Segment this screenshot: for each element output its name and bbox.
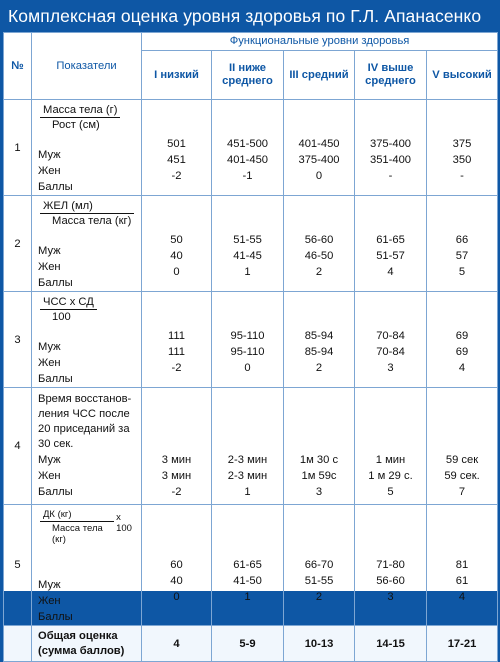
spacer-line bbox=[284, 296, 354, 312]
sex-label: Жен bbox=[38, 165, 61, 177]
cell-value: 401-450 bbox=[226, 154, 269, 166]
spacer-line bbox=[284, 422, 354, 437]
spacer-line bbox=[284, 216, 354, 232]
spacer-line bbox=[427, 312, 497, 328]
header-level-line: среднего bbox=[365, 75, 416, 87]
value-cell-level-2 bbox=[212, 196, 284, 292]
cell-value: 3 мин bbox=[161, 470, 192, 482]
indicator-fraction bbox=[40, 296, 97, 323]
value-cell-level-1 bbox=[142, 196, 212, 292]
cell-value: 70-84 bbox=[376, 330, 405, 342]
cell-value: 0 bbox=[315, 170, 323, 182]
cell-value: 2 bbox=[315, 266, 323, 278]
spacer-line bbox=[284, 104, 354, 120]
spacer-line bbox=[427, 296, 497, 312]
cell-value: 1 мин bbox=[375, 454, 406, 466]
spacer-line bbox=[284, 200, 354, 216]
indicator-text-line: Время восстанов- bbox=[38, 393, 132, 405]
spacer-line bbox=[427, 120, 497, 136]
value-cell-level-4 bbox=[355, 196, 427, 292]
cell-value: 0 bbox=[244, 362, 251, 374]
spacer-line bbox=[355, 104, 426, 120]
spacer-line bbox=[142, 437, 211, 452]
header-level-line: III средний bbox=[289, 68, 349, 81]
spacer-line bbox=[427, 437, 497, 452]
spacer-line bbox=[427, 216, 497, 232]
spacer-line bbox=[284, 541, 354, 557]
value-cell-level-2 bbox=[212, 505, 284, 626]
cell-value: 451-500 bbox=[226, 138, 269, 150]
fraction-denominator: Масса тела (кг) bbox=[52, 215, 132, 227]
cell-value: 40 bbox=[170, 575, 183, 587]
table-row bbox=[4, 100, 498, 196]
sex-label: Муж bbox=[38, 149, 61, 161]
indicator-cell bbox=[32, 196, 142, 292]
indicator-formula bbox=[38, 200, 137, 227]
header-level-3 bbox=[284, 51, 355, 100]
value-cell-level-3 bbox=[284, 292, 355, 388]
sex-label: Баллы bbox=[38, 373, 73, 385]
spacer-line bbox=[355, 407, 426, 422]
value-cell-level-5 bbox=[427, 196, 498, 292]
sex-label: Баллы bbox=[38, 181, 73, 193]
cell-value: 66 bbox=[455, 234, 469, 246]
spacer-line bbox=[142, 392, 211, 407]
indicator-formula bbox=[38, 509, 137, 545]
sex-label: Жен bbox=[38, 261, 61, 273]
cell-value: 4 bbox=[458, 591, 466, 603]
cell-value: 85-94 bbox=[304, 330, 334, 342]
cell-value: 69 bbox=[455, 346, 469, 358]
cell-value: 61-65 bbox=[376, 234, 405, 246]
sex-label: Муж bbox=[38, 454, 61, 466]
spacer-line bbox=[355, 437, 426, 452]
cell-value: - bbox=[388, 170, 393, 182]
header-level-line: IV выше bbox=[367, 62, 414, 75]
indicator-cell bbox=[32, 100, 142, 196]
value-cell-level-3 bbox=[284, 505, 355, 626]
fraction-numerator: ДК (кг) bbox=[40, 509, 114, 522]
spacer-line bbox=[355, 120, 426, 136]
value-cell-level-5 bbox=[427, 100, 498, 196]
cell-value: 3 bbox=[387, 591, 394, 603]
total-value-level-5: 17-21 bbox=[427, 626, 498, 662]
header-level-line: V высокий bbox=[432, 68, 492, 81]
spacer-line bbox=[212, 312, 283, 328]
header-levels-group: Функциональные уровни здоровья bbox=[142, 33, 498, 51]
spacer-line bbox=[355, 509, 426, 525]
total-number-cell bbox=[4, 626, 32, 662]
cell-value: 3 bbox=[315, 486, 323, 498]
cell-value: 51-57 bbox=[376, 250, 405, 262]
table-row bbox=[4, 196, 498, 292]
indicator-cell bbox=[32, 388, 142, 505]
sex-label: Муж bbox=[38, 245, 61, 257]
cell-value: 57 bbox=[455, 250, 469, 262]
value-cell-level-4 bbox=[355, 505, 427, 626]
spacer-line bbox=[427, 422, 497, 437]
cell-value: 51-55 bbox=[304, 575, 334, 587]
indicator-formula bbox=[38, 296, 137, 323]
spacer-line bbox=[142, 312, 211, 328]
cell-value: -1 bbox=[242, 170, 253, 182]
spacer-line bbox=[355, 525, 426, 541]
fraction-denominator: 100 bbox=[52, 311, 71, 323]
total-value-level-1: 4 bbox=[142, 626, 212, 662]
spacer-line bbox=[142, 104, 211, 120]
spacer-line bbox=[212, 104, 283, 120]
header-level-2 bbox=[212, 51, 284, 100]
page-title: Комплексная оценка уровня здоровья по Г.Л. Апанасенко bbox=[8, 6, 482, 26]
cell-value: 1 м 29 с. bbox=[368, 470, 413, 482]
cell-value: 51-55 bbox=[233, 234, 262, 246]
cell-value: 4 bbox=[458, 362, 466, 374]
cell-value: -2 bbox=[171, 170, 182, 182]
spacer-line bbox=[212, 120, 283, 136]
indicator-fraction bbox=[40, 200, 134, 227]
cell-value: - bbox=[460, 170, 464, 182]
cell-value: 111 bbox=[167, 346, 185, 358]
sex-label: Баллы bbox=[38, 277, 73, 289]
value-cell-level-4 bbox=[355, 292, 427, 388]
table-row bbox=[4, 388, 498, 505]
value-cell-level-3 bbox=[284, 196, 355, 292]
spacer-line bbox=[427, 200, 497, 216]
header-level-line: I низкий bbox=[154, 68, 199, 81]
cell-value: 1 bbox=[244, 266, 251, 278]
spacer-line bbox=[427, 407, 497, 422]
indicator-formula bbox=[38, 104, 137, 131]
header-level-line: II ниже bbox=[229, 62, 266, 75]
spacer-line bbox=[284, 120, 354, 136]
row-number: 3 bbox=[4, 292, 32, 388]
spacer-line bbox=[38, 323, 137, 339]
spacer-line bbox=[212, 296, 283, 312]
cell-value: 1 bbox=[244, 486, 251, 498]
sex-label: Баллы bbox=[38, 611, 73, 623]
fraction-denominator: Масса тела (кг) bbox=[52, 523, 103, 545]
cell-value: 56-60 bbox=[304, 234, 334, 246]
total-value-level-3: 10-13 bbox=[284, 626, 355, 662]
value-cell-level-5 bbox=[427, 292, 498, 388]
table-row bbox=[4, 505, 498, 626]
value-cell-level-2 bbox=[212, 100, 284, 196]
fraction-numerator: ЖЕЛ (мл) bbox=[40, 200, 134, 214]
spacer-line bbox=[142, 541, 211, 557]
value-cell-level-2 bbox=[212, 388, 284, 505]
indicator-cell bbox=[32, 292, 142, 388]
header-number: № bbox=[4, 33, 32, 100]
indicator-fraction bbox=[40, 509, 114, 545]
cell-value: 0 bbox=[173, 266, 180, 278]
spacer-line bbox=[284, 525, 354, 541]
spacer-line bbox=[142, 422, 211, 437]
spacer-line bbox=[142, 407, 211, 422]
health-assessment-table bbox=[3, 32, 498, 662]
cell-value: 46-50 bbox=[304, 250, 334, 262]
header-level-line: среднего bbox=[222, 75, 273, 87]
total-value-level-2: 5-9 bbox=[212, 626, 284, 662]
spacer-line bbox=[38, 227, 137, 243]
indicator-text-line: 30 сек. bbox=[38, 438, 74, 450]
spacer-line bbox=[284, 509, 354, 525]
spacer-line bbox=[38, 545, 137, 561]
spacer-line bbox=[142, 525, 211, 541]
spacer-line bbox=[284, 437, 354, 452]
fraction-denominator: Рост (см) bbox=[52, 119, 100, 131]
table-body bbox=[4, 100, 498, 662]
value-cell-level-5 bbox=[427, 388, 498, 505]
cell-value: 59 сек bbox=[445, 454, 479, 466]
cell-value: 1 bbox=[244, 591, 251, 603]
value-cell-level-3 bbox=[284, 100, 355, 196]
cell-value: 5 bbox=[387, 486, 394, 498]
spacer-line bbox=[142, 509, 211, 525]
header-level-5 bbox=[427, 51, 498, 100]
health-table-container bbox=[3, 32, 497, 657]
cell-value: 7 bbox=[458, 486, 466, 498]
spacer-line bbox=[212, 541, 283, 557]
value-cell-level-3 bbox=[284, 388, 355, 505]
cell-value: 2-3 мин bbox=[227, 454, 268, 466]
spacer-line bbox=[212, 437, 283, 452]
spacer-line bbox=[212, 216, 283, 232]
spacer-line bbox=[355, 200, 426, 216]
spacer-line bbox=[427, 525, 497, 541]
cell-value: 85-94 bbox=[304, 346, 334, 358]
cell-value: 59 сек. bbox=[444, 470, 480, 482]
cell-value: 95-110 bbox=[230, 330, 265, 342]
cell-value: 71-80 bbox=[376, 559, 405, 571]
total-value-level-4: 14-15 bbox=[355, 626, 427, 662]
spacer-line bbox=[212, 392, 283, 407]
row-number: 4 bbox=[4, 388, 32, 505]
cell-value: 40 bbox=[170, 250, 183, 262]
spacer-line bbox=[355, 392, 426, 407]
cell-value: 56-60 bbox=[376, 575, 405, 587]
fraction-numerator: Масса тела (г) bbox=[40, 104, 120, 118]
spacer-line bbox=[38, 561, 137, 577]
sex-label: Жен bbox=[38, 470, 61, 482]
spacer-line bbox=[284, 407, 354, 422]
cell-value: 41-45 bbox=[233, 250, 262, 262]
cell-value: 375 bbox=[452, 138, 472, 150]
spacer-line bbox=[212, 525, 283, 541]
spacer-line bbox=[427, 509, 497, 525]
cell-value: 2 bbox=[315, 362, 323, 374]
spacer-line bbox=[142, 216, 211, 232]
indicator-fraction bbox=[40, 104, 120, 131]
value-cell-level-2 bbox=[212, 292, 284, 388]
row-number: 2 bbox=[4, 196, 32, 292]
cell-value: -2 bbox=[171, 362, 182, 374]
header-level-1 bbox=[142, 51, 212, 100]
value-cell-level-1 bbox=[142, 100, 212, 196]
sex-label: Муж bbox=[38, 579, 61, 591]
spacer-line bbox=[355, 422, 426, 437]
cell-value: 66-70 bbox=[304, 559, 334, 571]
cell-value: 0 bbox=[173, 591, 180, 603]
total-label-cell bbox=[32, 626, 142, 662]
value-cell-level-1 bbox=[142, 505, 212, 626]
cell-value: 351-400 bbox=[369, 154, 412, 166]
table-row bbox=[4, 292, 498, 388]
sex-label: Баллы bbox=[38, 486, 73, 498]
cell-value: 81 bbox=[455, 559, 469, 571]
cell-value: 3 мин bbox=[161, 454, 192, 466]
indicator-text-line: ления ЧСС после bbox=[38, 408, 130, 420]
cell-value: 4 bbox=[387, 266, 394, 278]
cell-value: 375-400 bbox=[369, 138, 412, 150]
sex-label: Жен bbox=[38, 595, 61, 607]
cell-value: 69 bbox=[455, 330, 469, 342]
indicator-cell bbox=[32, 505, 142, 626]
value-cell-level-1 bbox=[142, 388, 212, 505]
spacer-line bbox=[142, 296, 211, 312]
cell-value: 70-84 bbox=[376, 346, 405, 358]
value-cell-level-4 bbox=[355, 388, 427, 505]
cell-value: 50 bbox=[170, 234, 183, 246]
spacer-line bbox=[427, 392, 497, 407]
spacer-line bbox=[355, 312, 426, 328]
cell-value: 61-65 bbox=[233, 559, 262, 571]
sex-label: Жен bbox=[38, 357, 61, 369]
spacer-line bbox=[212, 200, 283, 216]
cell-value: 350 bbox=[452, 154, 472, 166]
cell-value: 41-50 bbox=[233, 575, 262, 587]
value-cell-level-4 bbox=[355, 100, 427, 196]
cell-value: 1м 59с bbox=[301, 470, 337, 482]
header-level-4 bbox=[355, 51, 427, 100]
spacer-line bbox=[427, 541, 497, 557]
cell-value: -2 bbox=[171, 486, 182, 498]
spacer-line bbox=[212, 509, 283, 525]
sex-label: Муж bbox=[38, 341, 61, 353]
cell-value: 2 bbox=[315, 591, 323, 603]
cell-value: 375-400 bbox=[298, 154, 340, 166]
spacer-line bbox=[427, 104, 497, 120]
indicator-text-line: 20 приседаний за bbox=[38, 423, 130, 435]
spacer-line bbox=[284, 392, 354, 407]
cell-value: 61 bbox=[455, 575, 469, 587]
value-cell-level-1 bbox=[142, 292, 212, 388]
header-indicators: Показатели bbox=[32, 33, 142, 100]
fraction-numerator: ЧСС х СД bbox=[40, 296, 97, 310]
spacer-line bbox=[38, 131, 137, 147]
cell-value: 501 bbox=[167, 138, 186, 150]
fraction-multiplier: х 100 bbox=[116, 512, 132, 534]
spacer-line bbox=[355, 296, 426, 312]
cell-value: 5 bbox=[458, 266, 466, 278]
cell-value: 451 bbox=[167, 154, 186, 166]
spacer-line bbox=[355, 216, 426, 232]
total-label-line: Общая оценка bbox=[38, 629, 118, 642]
spacer-line bbox=[142, 200, 211, 216]
spacer-line bbox=[284, 312, 354, 328]
indicator-text bbox=[38, 392, 137, 452]
cell-value: 60 bbox=[170, 559, 183, 571]
cell-value: 3 bbox=[387, 362, 394, 374]
spacer-line bbox=[212, 407, 283, 422]
spacer-line bbox=[355, 541, 426, 557]
spacer-line bbox=[212, 422, 283, 437]
total-label-line: (сумма баллов) bbox=[38, 644, 125, 657]
cell-value: 95-110 bbox=[230, 346, 265, 358]
value-cell-level-5 bbox=[427, 505, 498, 626]
cell-value: 401-450 bbox=[298, 138, 340, 150]
cell-value: 1м 30 с bbox=[299, 454, 339, 466]
header-row-top bbox=[4, 33, 498, 51]
row-number: 5 bbox=[4, 505, 32, 626]
cell-value: 111 bbox=[167, 330, 185, 342]
cell-value: 2-3 мин bbox=[227, 470, 268, 482]
spacer-line bbox=[142, 120, 211, 136]
total-row bbox=[4, 626, 498, 662]
row-number: 1 bbox=[4, 100, 32, 196]
